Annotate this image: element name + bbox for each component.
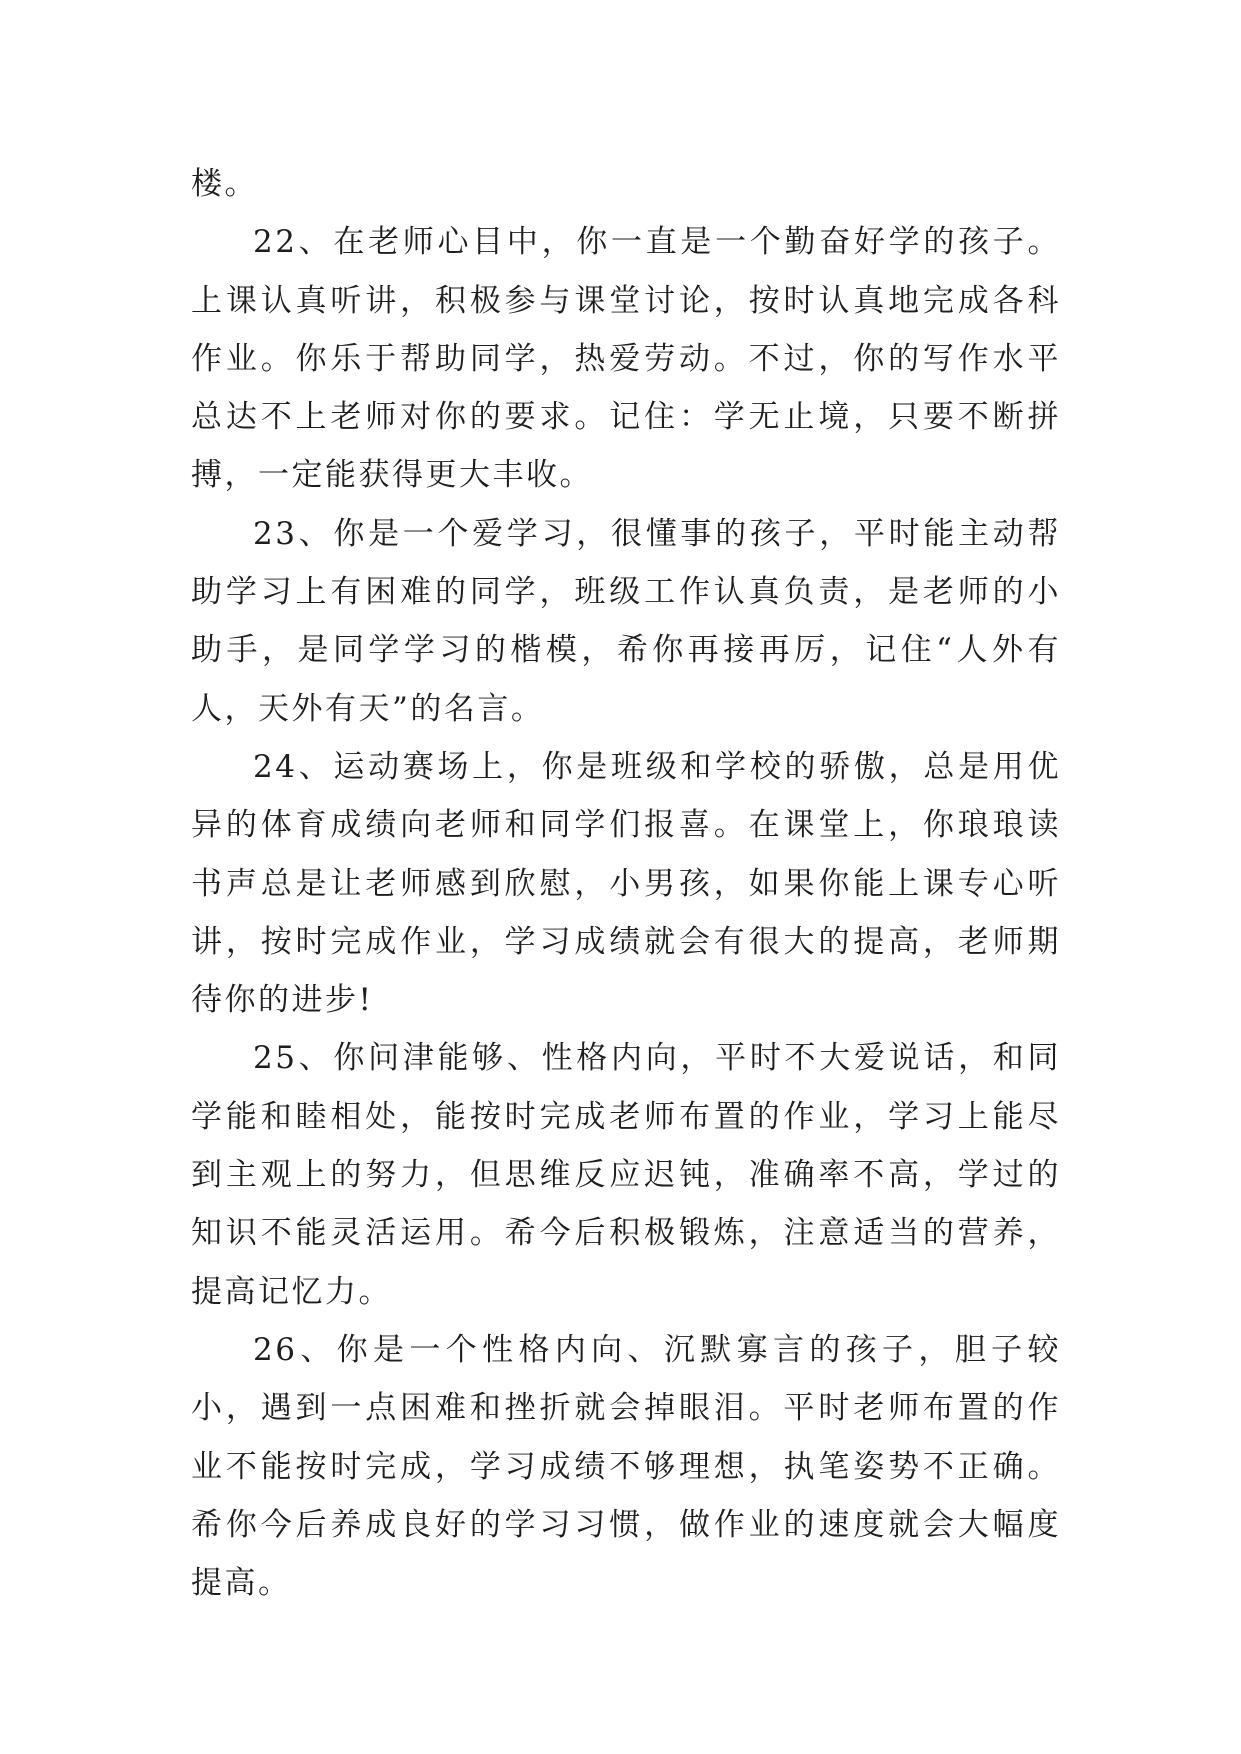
paragraph-23: 23、你是一个爱学习，很懂事的孩子，平时能主动帮助学习上有困难的同学，班级工作认真负责，是老师的小助手，是同学学习的楷模，希你再接再厉，记住“人外有人，天外有天”的名言。 xyxy=(191,515,1061,727)
paragraph-22: 22、在老师心目中，你一直是一个勤奋好学的孩子。上课认真听讲，积极参与课堂讨论，按时认真地完成各科作业。你乐于帮助同学，热爱劳动。不过，你的写作水平总达不上老师对你的要求。记住：学无止境，只要不断拼搏，一定能获得更大丰收。 xyxy=(191,224,1061,494)
paragraph-24: 24、运动赛场上，你是班级和学校的骄傲，总是用优异的体育成绩向老师和同学们报喜。在课堂上，你琅琅读书声总是让老师感到欣慰，小男孩，如果你能上课专心听讲，按时完成作业，学习成绩就会有很大的提高，老师期待你的进步! xyxy=(191,748,1061,1019)
document-body xyxy=(191,155,1061,1612)
paragraph-26: 26、你是一个性格内向、沉默寡言的孩子，胆子较小，遇到一点困难和挫折就会掉眼泪。平时老师布置的作业不能按时完成，学习成绩不够理想，执笔姿势不正确。希你今后养成良好的学习习惯，做作业的速度就会大幅度提高。 xyxy=(191,1331,1061,1602)
paragraph-continuation: 楼。 xyxy=(191,166,258,202)
paragraph-25: 25、你问津能够、性格内向，平时不大爱说话，和同学能和睦相处，能按时完成老师布置的作业，学习上能尽到主观上的努力，但思维反应迟钝，准确率不高，学过的知识不能灵活运用。希今后积极锻炼，注意适当的营养，提高记忆力。 xyxy=(191,1040,1061,1310)
